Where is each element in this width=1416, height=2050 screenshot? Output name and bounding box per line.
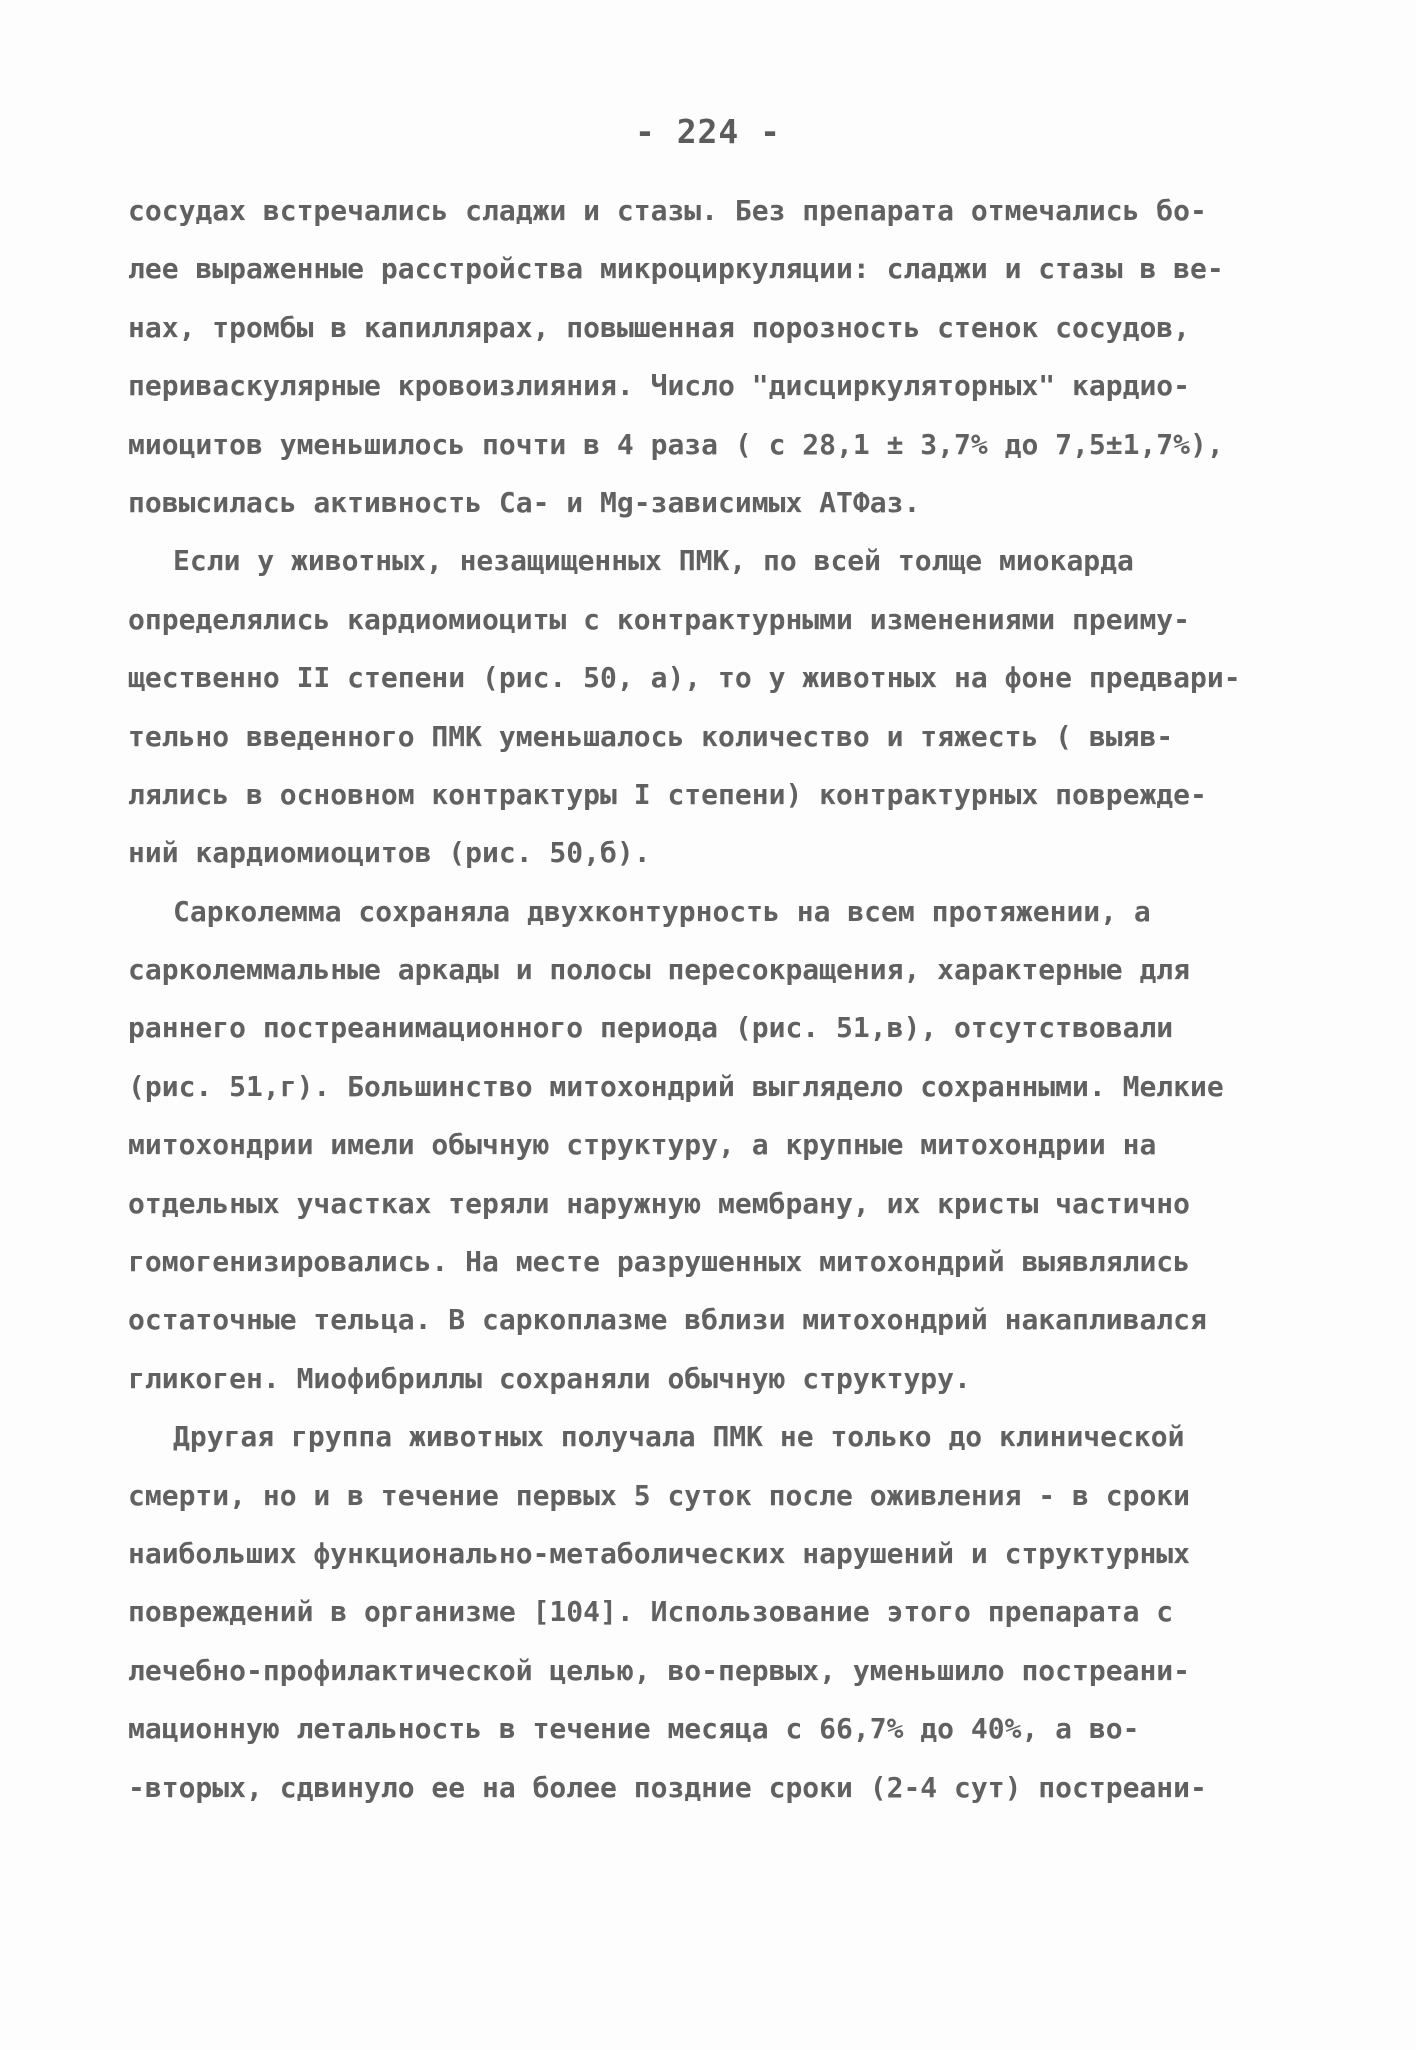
text-line: лечебно-профилактической целью, во-первых, уменьшило постреани- bbox=[128, 1653, 1191, 1687]
text-line: периваскулярные кровоизлияния. Число "дисциркуляторных" кардио- bbox=[128, 369, 1191, 403]
text-line: митохондрии имели обычную структуру, а крупные митохондрии на bbox=[128, 1128, 1157, 1162]
text-line: сарколеммальные аркады и полосы пересокращения, характерные для bbox=[128, 953, 1191, 987]
text-line: тельно введенного ПМК уменьшалось количество и тяжесть ( выяв- bbox=[128, 719, 1174, 753]
text-line: гликоген. Миофибриллы сохраняли обычную структуру. bbox=[128, 1361, 971, 1395]
text-line: повысилась активность Са- и Mg-зависимых АТФаз. bbox=[128, 485, 921, 519]
text-line: лялись в основном контрактуры I степени) контрактурных поврежде- bbox=[128, 777, 1207, 811]
text-line: -вторых, сдвинуло ее на более поздние сроки (2-4 сут) постреани- bbox=[128, 1770, 1207, 1804]
paragraph-contractures bbox=[128, 532, 1288, 882]
text-line: нах, тромбы в капиллярах, повышенная порозность стенок сосудов, bbox=[128, 310, 1191, 344]
text-line: повреждений в организме [104]. Использование этого препарата с bbox=[128, 1595, 1174, 1629]
text-line: (рис. 51,г). Большинство митохондрий выглядело сохранными. Мелкие bbox=[128, 1069, 1224, 1103]
text-line: наибольших функционально-метаболических нарушений и структурных bbox=[128, 1536, 1191, 1570]
text-line: определялись кардиомиоциты с контрактурными изменениями преиму- bbox=[128, 602, 1191, 636]
text-line: щественно II степени (рис. 50, а), то у животных на фоне предвари- bbox=[128, 661, 1241, 695]
text-line: гомогенизировались. На месте разрушенных митохондрий выявлялись bbox=[128, 1245, 1191, 1279]
paragraph-microcirculation bbox=[128, 182, 1288, 532]
paragraph-treatment-group bbox=[128, 1408, 1288, 1817]
text-line: сосудах встречались сладжи и стазы. Без препарата отмечались бо- bbox=[128, 194, 1207, 227]
text-line: Сарколемма сохраняла двухконтурность на всем протяжении, а bbox=[173, 894, 1151, 928]
body-text bbox=[128, 182, 1288, 1817]
text-line: мационную летальность в течение месяца с 66,7% до 40%, а во- bbox=[128, 1712, 1140, 1746]
text-line: смерти, но и в течение первых 5 суток после оживления - в сроки bbox=[128, 1478, 1191, 1512]
page-number: - 224 - bbox=[634, 112, 782, 151]
text-line: остаточные тельца. В саркоплазме вблизи митохондрий накапливался bbox=[128, 1303, 1207, 1337]
paragraph-sarcolemma bbox=[128, 883, 1288, 1409]
text-line: отдельных участках теряли наружную мембрану, их кристы частично bbox=[128, 1186, 1191, 1220]
text-line: ний кардиомиоцитов (рис. 50,б). bbox=[128, 836, 651, 870]
text-line: лее выраженные расстройства микроциркуляции: сладжи и стазы в ве- bbox=[128, 252, 1224, 286]
text-line: раннего постреанимационного периода (рис. 51,в), отсутствовали bbox=[128, 1011, 1174, 1045]
text-line: миоцитов уменьшилось почти в 4 раза ( с 28,1 ± 3,7% до 7,5±1,7%), bbox=[128, 427, 1224, 461]
text-line: Другая группа животных получала ПМК не только до клинической bbox=[173, 1420, 1185, 1454]
text-line: Если у животных, незащищенных ПМК, по всей толще миокарда bbox=[173, 544, 1134, 578]
